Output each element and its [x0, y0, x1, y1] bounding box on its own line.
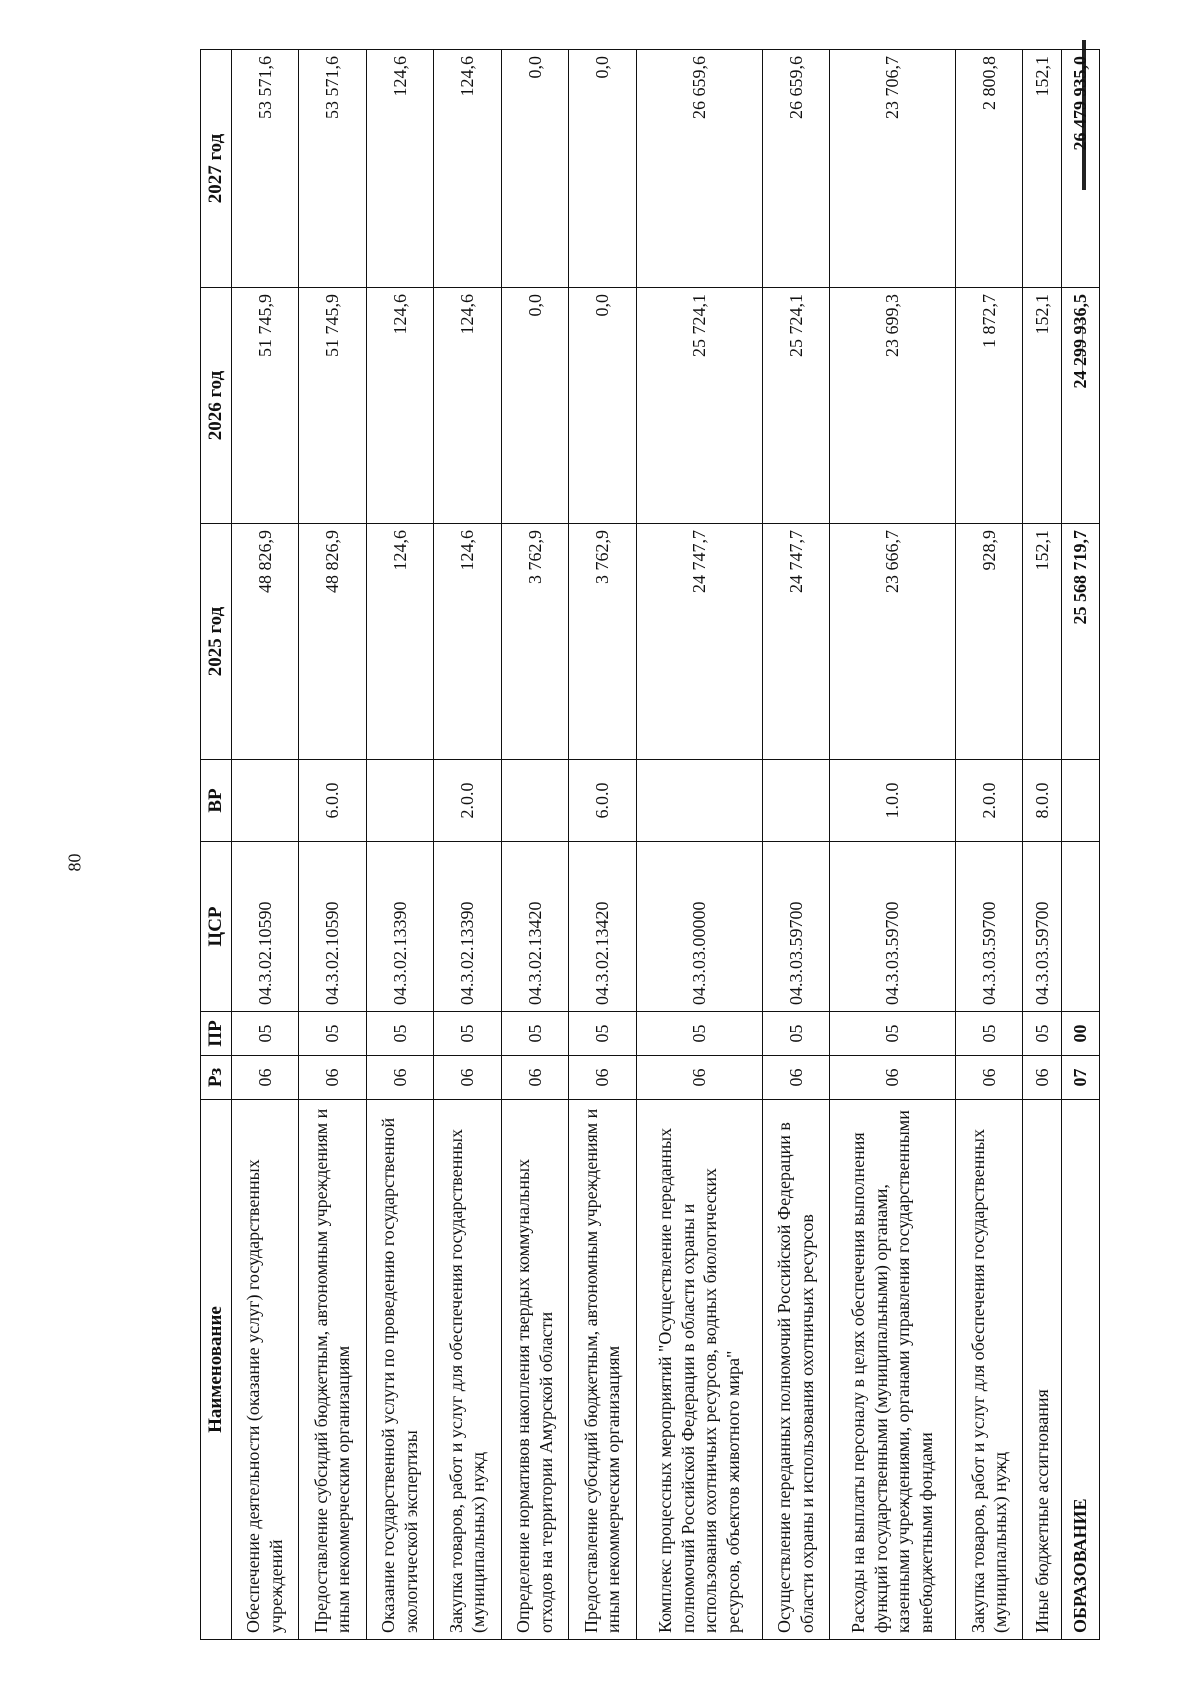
row-2026: 124,6	[366, 288, 433, 524]
table-row	[501, 50, 568, 1640]
row-2026: 0,0	[569, 288, 636, 524]
row-name: ОБРАЗОВАНИЕ	[1061, 1100, 1099, 1640]
row-name: Оказание государственной услуги по проведению государственной экологической экспертизы	[366, 1100, 433, 1640]
row-name: Комплекс процессных мероприятий "Осуществление переданных полномочий Российской Федерации в области охраны и использования охотничьих ресурсов, водных биологических ресурсов, объектов животного мира"	[636, 1100, 762, 1640]
row-2025: 25 568 719,7	[1061, 524, 1099, 760]
budget-table	[200, 49, 1100, 1640]
section-total-row	[1061, 50, 1099, 1640]
table-row	[762, 50, 829, 1640]
row-2026: 152,1	[1023, 288, 1061, 524]
header-vr: ВР	[201, 760, 232, 842]
row-2025: 124,6	[366, 524, 433, 760]
row-vr	[231, 760, 298, 842]
header-2026: 2026 год	[201, 288, 232, 524]
row-2025: 124,6	[434, 524, 501, 760]
header-csr: ЦСР	[201, 842, 232, 1012]
row-2025: 3 762,9	[569, 524, 636, 760]
row-2027: 0,0	[569, 50, 636, 288]
row-vr	[366, 760, 433, 842]
row-2026: 124,6	[434, 288, 501, 524]
page-number: 80	[64, 853, 85, 872]
row-pr: 05	[231, 1012, 298, 1056]
row-pr: 05	[830, 1012, 956, 1056]
table-row	[231, 50, 298, 1640]
row-2027: 26 479 935,0	[1061, 50, 1099, 288]
row-pr: 05	[434, 1012, 501, 1056]
row-2025: 3 762,9	[501, 524, 568, 760]
row-2027: 2 800,8	[955, 50, 1022, 288]
row-name: Закупка товаров, работ и услуг для обеспечения государственных (муниципальных) нужд	[955, 1100, 1022, 1640]
row-vr: 2.0.0	[955, 760, 1022, 842]
row-csr: 04.3.02.13420	[501, 842, 568, 1012]
row-2025: 23 666,7	[830, 524, 956, 760]
row-csr: 04.3.03.59700	[955, 842, 1022, 1012]
row-pr: 05	[1023, 1012, 1061, 1056]
row-csr: 04.3.03.59700	[762, 842, 829, 1012]
row-name: Определение нормативов накопления твердых коммунальных отходов на территории Амурской области	[501, 1100, 568, 1640]
row-vr	[762, 760, 829, 842]
table-row	[366, 50, 433, 1640]
header-2027: 2027 год	[201, 50, 232, 288]
row-2025: 152,1	[1023, 524, 1061, 760]
row-csr: 04.3.02.10590	[231, 842, 298, 1012]
row-2026: 25 724,1	[762, 288, 829, 524]
row-csr: 04.3.02.13420	[569, 842, 636, 1012]
row-2027: 26 659,6	[762, 50, 829, 288]
row-rz: 06	[299, 1056, 366, 1100]
row-name: Предоставление субсидий бюджетным, автономным учреждениям и иным некоммерческим организациям	[299, 1100, 366, 1640]
row-2027: 124,6	[366, 50, 433, 288]
row-vr: 1.0.0	[830, 760, 956, 842]
row-2027: 53 571,6	[299, 50, 366, 288]
row-2027: 53 571,6	[231, 50, 298, 288]
table-row	[434, 50, 501, 1640]
row-2026: 25 724,1	[636, 288, 762, 524]
row-csr: 04.3.03.59700	[830, 842, 956, 1012]
header-name: Наименование	[201, 1100, 232, 1640]
row-rz: 06	[955, 1056, 1022, 1100]
row-2026: 0,0	[501, 288, 568, 524]
row-name: Расходы на выплаты персоналу в целях обеспечения выполнения функций государственными (муниципальными) органами, казенными учреждениями, органами управления государственными внебюджетными фондами	[830, 1100, 956, 1640]
row-rz: 06	[434, 1056, 501, 1100]
table-row	[569, 50, 636, 1640]
header-rz: Рз	[201, 1056, 232, 1100]
row-csr: 04.3.02.13390	[366, 842, 433, 1012]
row-2026: 1 872,7	[955, 288, 1022, 524]
row-csr: 04.3.02.10590	[299, 842, 366, 1012]
row-2025: 24 747,7	[762, 524, 829, 760]
row-2027: 0,0	[501, 50, 568, 288]
row-pr: 05	[299, 1012, 366, 1056]
row-vr: 8.0.0	[1023, 760, 1061, 842]
row-csr: 04.3.03.59700	[1023, 842, 1061, 1012]
row-name: Предоставление субсидий бюджетным, автономным учреждениям и иным некоммерческим организациям	[569, 1100, 636, 1640]
row-csr: 04.3.02.13390	[434, 842, 501, 1012]
row-2027: 124,6	[434, 50, 501, 288]
row-2026: 24 299 936,5	[1061, 288, 1099, 524]
row-vr	[501, 760, 568, 842]
row-2027: 26 659,6	[636, 50, 762, 288]
row-2025: 48 826,9	[231, 524, 298, 760]
row-rz: 06	[762, 1056, 829, 1100]
row-vr: 6.0.0	[569, 760, 636, 842]
row-rz: 06	[636, 1056, 762, 1100]
header-2025: 2025 год	[201, 524, 232, 760]
table-row	[636, 50, 762, 1640]
row-name: Осуществление переданных полномочий Российской Федерации в области охраны и использования охотничьих ресурсов	[762, 1100, 829, 1640]
row-2025: 24 747,7	[636, 524, 762, 760]
row-2027: 23 706,7	[830, 50, 956, 288]
row-pr: 05	[366, 1012, 433, 1056]
table-row	[955, 50, 1022, 1640]
row-2026: 51 745,9	[231, 288, 298, 524]
row-2025: 48 826,9	[299, 524, 366, 760]
table-row	[1023, 50, 1061, 1640]
header-pr: ПР	[201, 1012, 232, 1056]
row-pr: 05	[636, 1012, 762, 1056]
row-pr: 05	[762, 1012, 829, 1056]
row-pr: 05	[955, 1012, 1022, 1056]
row-rz: 06	[569, 1056, 636, 1100]
rotated-page-content	[200, 50, 1100, 1640]
table-row	[830, 50, 956, 1640]
row-csr	[1061, 842, 1099, 1012]
table-header-row	[201, 50, 232, 1640]
row-vr	[1061, 760, 1099, 842]
row-2026: 23 699,3	[830, 288, 956, 524]
row-2025: 928,9	[955, 524, 1022, 760]
row-csr: 04.3.03.00000	[636, 842, 762, 1012]
row-pr: 00	[1061, 1012, 1099, 1056]
row-rz: 06	[830, 1056, 956, 1100]
row-rz: 06	[366, 1056, 433, 1100]
row-name: Иные бюджетные ассигнования	[1023, 1100, 1061, 1640]
row-vr	[636, 760, 762, 842]
row-2027: 152,1	[1023, 50, 1061, 288]
row-pr: 05	[501, 1012, 568, 1056]
row-vr: 2.0.0	[434, 760, 501, 842]
row-rz: 06	[501, 1056, 568, 1100]
row-rz: 07	[1061, 1056, 1099, 1100]
row-name: Обеспечение деятельности (оказание услуг) государственных учреждений	[231, 1100, 298, 1640]
row-rz: 06	[231, 1056, 298, 1100]
row-name: Закупка товаров, работ и услуг для обеспечения государственных (муниципальных) нужд	[434, 1100, 501, 1640]
row-2026: 51 745,9	[299, 288, 366, 524]
table-row	[299, 50, 366, 1640]
row-rz: 06	[1023, 1056, 1061, 1100]
row-vr: 6.0.0	[299, 760, 366, 842]
row-pr: 05	[569, 1012, 636, 1056]
